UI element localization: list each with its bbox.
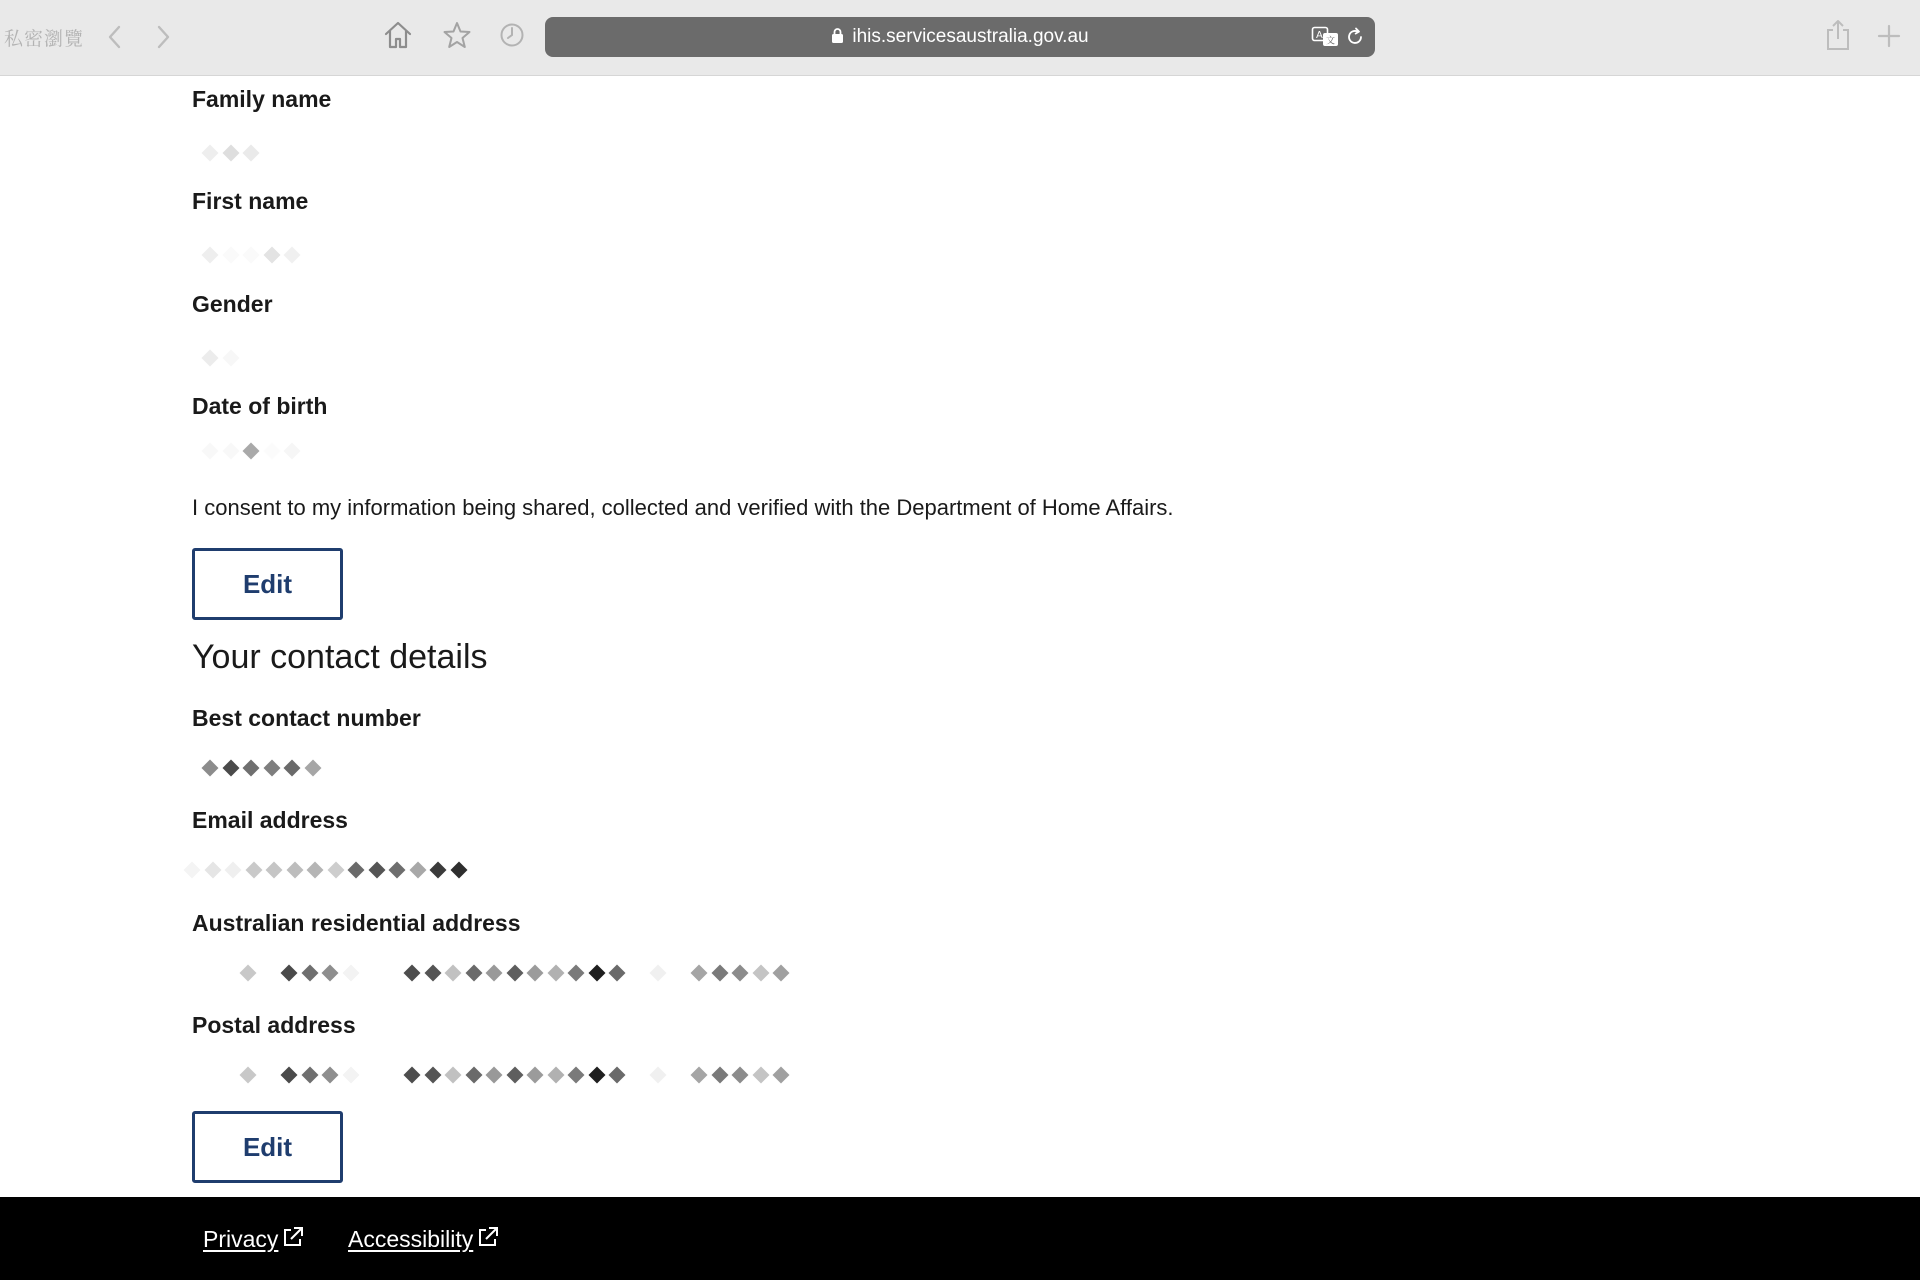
accessibility-link[interactable] bbox=[348, 1226, 499, 1253]
gender-label: Gender bbox=[192, 291, 273, 317]
accessibility-link-label: Accessibility bbox=[348, 1226, 474, 1252]
first-name-value-redacted bbox=[204, 244, 307, 266]
family-name-label: Family name bbox=[192, 86, 332, 112]
postal-address-label: Postal address bbox=[192, 1012, 356, 1038]
svg-text:文: 文 bbox=[1326, 36, 1336, 47]
lock-icon bbox=[831, 27, 844, 44]
first-name-label: First name bbox=[192, 188, 309, 214]
page-footer bbox=[0, 1197, 1920, 1280]
address-bar[interactable] bbox=[545, 17, 1375, 57]
edit-identity-button[interactable]: Edit bbox=[192, 548, 343, 620]
star-icon[interactable] bbox=[443, 21, 471, 49]
contact-details-heading: Your contact details bbox=[192, 638, 488, 676]
share-icon[interactable] bbox=[1825, 19, 1851, 51]
translate-icon[interactable] bbox=[1311, 26, 1341, 48]
external-link-icon bbox=[477, 1226, 499, 1248]
email-address-label: Email address bbox=[192, 807, 348, 833]
url-text: ihis.servicesaustralia.gov.au bbox=[852, 26, 1089, 47]
external-link-icon bbox=[282, 1226, 304, 1248]
private-browsing-label: 私密瀏覽 bbox=[4, 28, 85, 50]
privacy-link[interactable] bbox=[203, 1226, 304, 1253]
date-of-birth-label: Date of birth bbox=[192, 393, 328, 419]
reload-icon[interactable] bbox=[1345, 27, 1365, 47]
best-contact-number-label: Best contact number bbox=[192, 705, 421, 731]
new-tab-icon[interactable] bbox=[1877, 24, 1901, 48]
contact-number-value-redacted bbox=[204, 757, 327, 779]
family-name-value-redacted bbox=[204, 142, 266, 164]
browser-toolbar bbox=[0, 0, 1920, 76]
home-icon[interactable] bbox=[383, 20, 413, 50]
forward-icon[interactable] bbox=[152, 24, 174, 50]
email-value-redacted bbox=[186, 859, 473, 881]
history-icon[interactable] bbox=[499, 22, 525, 48]
consent-statement: I consent to my information being shared, collected and verified with the Department of Home Affairs. bbox=[192, 495, 1174, 520]
edit-contact-details-button[interactable]: Edit bbox=[192, 1111, 343, 1183]
postal-address-value-redacted bbox=[242, 1064, 796, 1086]
residential-address-label: Australian residential address bbox=[192, 910, 521, 936]
date-of-birth-value-redacted bbox=[204, 440, 307, 462]
residential-address-value-redacted bbox=[242, 962, 796, 984]
back-icon[interactable] bbox=[104, 24, 126, 50]
svg-text:A: A bbox=[1316, 30, 1323, 41]
privacy-link-label: Privacy bbox=[203, 1226, 279, 1252]
gender-value-redacted bbox=[204, 347, 245, 369]
